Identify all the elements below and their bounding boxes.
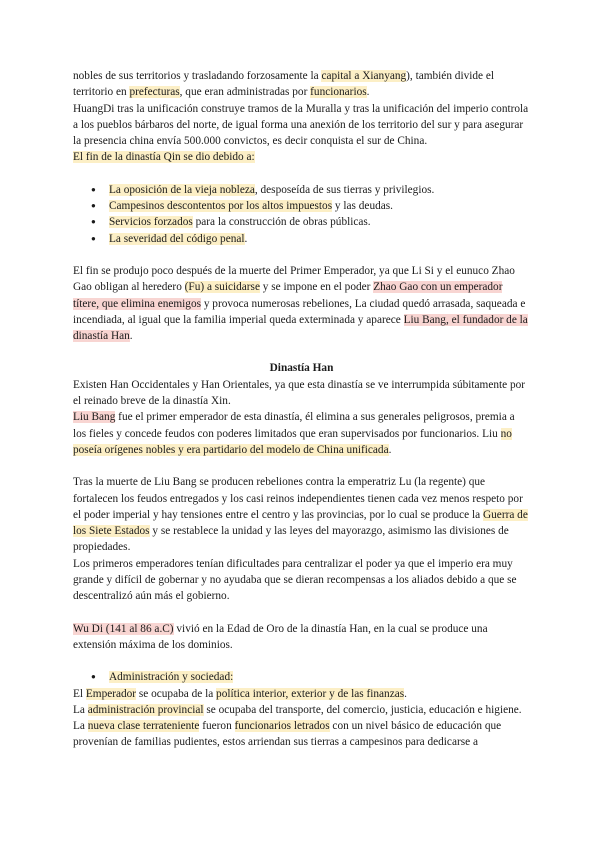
paragraph-rebeliones: Tras la muerte de Liu Bang se producen rebeliones contra la emperatriz Lu (la regente) que fortalecen los feudos entregados y los casi reinos independientes tienen cada vez menos respeto por el poder imperial y hay tensiones entre el centro y las provincias, por lo cual se produce la Guerra de los Siete Estados y se restablece la unidad y las leyes del mayorazgo, asimismo las divisiones de propiedades.: [73, 476, 528, 554]
highlight-prefecturas: prefecturas: [129, 86, 180, 99]
list-item: ● Servicios forzados para la construcción de obras públicas.: [109, 214, 530, 230]
paragraph-fin-qin-intro: [73, 149, 530, 165]
list-item: ● La oposición de la vieja nobleza, desposeída de sus tierras y privilegios.: [109, 182, 530, 198]
paragraph-clase-terrateniente: La nueva clase terrateniente fueron funcionarios letrados con un nivel básico de educación que provenían de familias pudientes, estos arriendan sus tierras a campesinos para dedicarse a: [73, 720, 502, 749]
paragraph-capital: nobles de sus territorios y trasladando forzosamente la capital a Xianyang), también divide el territorio en prefecturas, que eran administradas por funcionarios.: [73, 70, 495, 99]
highlight-capital-xianyang: capital a Xianyang: [321, 70, 407, 82]
list-item: ● Administración y sociedad:: [109, 669, 530, 685]
paragraph-emperador: El Emperador se ocupaba de la política interior, exterior y de las finanzas.: [73, 687, 407, 700]
paragraph-fin-primer-emperador: El fin se produjo poco después de la muerte del Primer Emperador, ya que Li Si y el eunuco Zhao Gao obligan al heredero (Fu) a suicidarse y se impone en el poder Zhao Gao con un emperador títere, que elimina enemigos y provoca numerosas rebeliones, La ciudad quedó arrasada, saqueada e incendiada, al igual que la familia imperial queda exterminada y aparece Liu Bang, el fundador de la dinastía Han.: [73, 264, 528, 343]
paragraph-huangdi: HuangDi tras la unificación construye tramos de la Muralla y tras la unificación del imperio controla a los pueblos bárbaros del norte, de igual forma una anexión de los territorio del sur y para asegurar la presencia china envía 500.000 convictos, es decir conquista el sur de China.: [73, 102, 529, 148]
section-heading: Dinastía Han: [269, 362, 334, 375]
causes-list: [73, 182, 530, 247]
paragraph-han-overview: Existen Han Occidentales y Han Orientales, ya que esta dinastía se ve interrumpida súbitamente por el reinado breve de la dinastía Xin.: [73, 378, 526, 408]
highlight-fin-qin: El fin de la dinastía Qin se dio debido a:: [73, 151, 255, 164]
list-item: ● La severidad del código penal.: [109, 231, 530, 247]
highlight-funcionarios: funcionarios: [310, 86, 367, 99]
paragraph-administracion-provincial: La administración provincial se ocupaba del transporte, del comercio, justicia, educación e higiene.: [73, 703, 522, 716]
paragraph-wu-di: Wu Di (141 al 86 a.C) vivió en la Edad de Oro de la dinastía Han, en la cual se produce una extensión máxima de los dominios.: [73, 622, 488, 651]
list-item: ● Campesinos descontentos por los altos impuestos y las deudas.: [109, 198, 530, 214]
admin-list: [73, 669, 530, 685]
paragraph-liu-bang: Liu Bang fue el primer emperador de esta dinastía, él elimina a sus generales peligrosos, premia a los fieles y concede feudos con poderes limitados que eran supervisados por funcionarios. Liu no poseía orígenes nobles y era partidario del modelo de China unificada.: [73, 411, 515, 456]
paragraph-primeros-emperadores: Los primeros emperadores tenían dificultades para centralizar el poder ya que el imperio era muy grande y difícil de gobernar y no ayudaba que se dieran recompensas a los aliados debido a que se descentralizó aún más el gobierno.: [73, 557, 517, 603]
